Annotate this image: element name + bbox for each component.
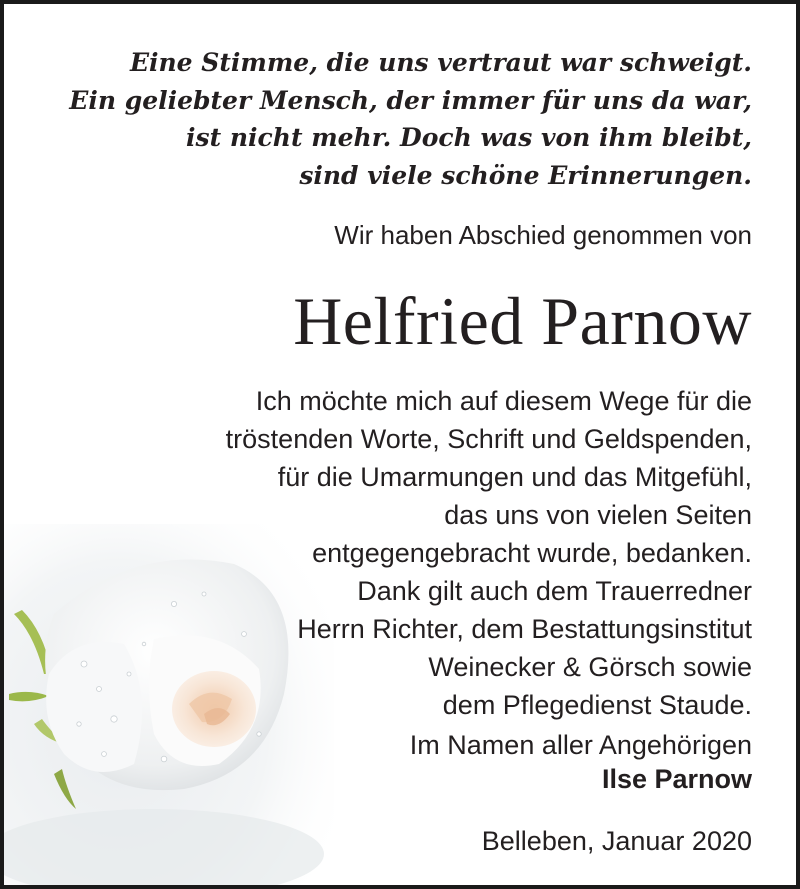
thanks-text [226, 382, 752, 724]
memorial-poem [69, 44, 752, 194]
poem-line: ist nicht mehr. Doch was von ihm bleibt, [186, 123, 752, 152]
poem-line: Ein geliebter Mensch, der immer für uns da war, [69, 85, 752, 115]
thanks-line: Herrn Richter, dem Bestattungsinstitut [297, 614, 752, 644]
signer-name: Ilse Parnow [601, 764, 752, 794]
thanks-line: entgegengebracht wurde, bedanken. [312, 538, 752, 568]
thanks-line: Ich möchte mich auf diesem Wege für die [255, 386, 752, 416]
deceased-name: Helfried Parnow [293, 283, 752, 359]
place-date: Belleben, Januar 2020 [481, 826, 752, 856]
poem-line: Eine Stimme, die uns vertraut war schweigt. [129, 48, 752, 77]
thanks-line: das uns von vielen Seiten [444, 500, 752, 530]
thanks-line: tröstenden Worte, Schrift und Geldspenden, [225, 424, 752, 454]
thanks-line: Weinecker & Görsch sowie [428, 652, 752, 682]
thanks-line: dem Pflegedienst Staude. [442, 690, 752, 720]
signature-line: Im Namen aller Angehörigen [409, 730, 752, 760]
poem-line: sind viele schöne Erinnerungen. [299, 160, 752, 190]
farewell-intro: Wir haben Abschied genommen von [334, 220, 752, 250]
thanks-line: für die Umarmungen und das Mitgefühl, [277, 462, 752, 492]
thanks-line: Dank gilt auch dem Trauerredner [357, 576, 752, 606]
